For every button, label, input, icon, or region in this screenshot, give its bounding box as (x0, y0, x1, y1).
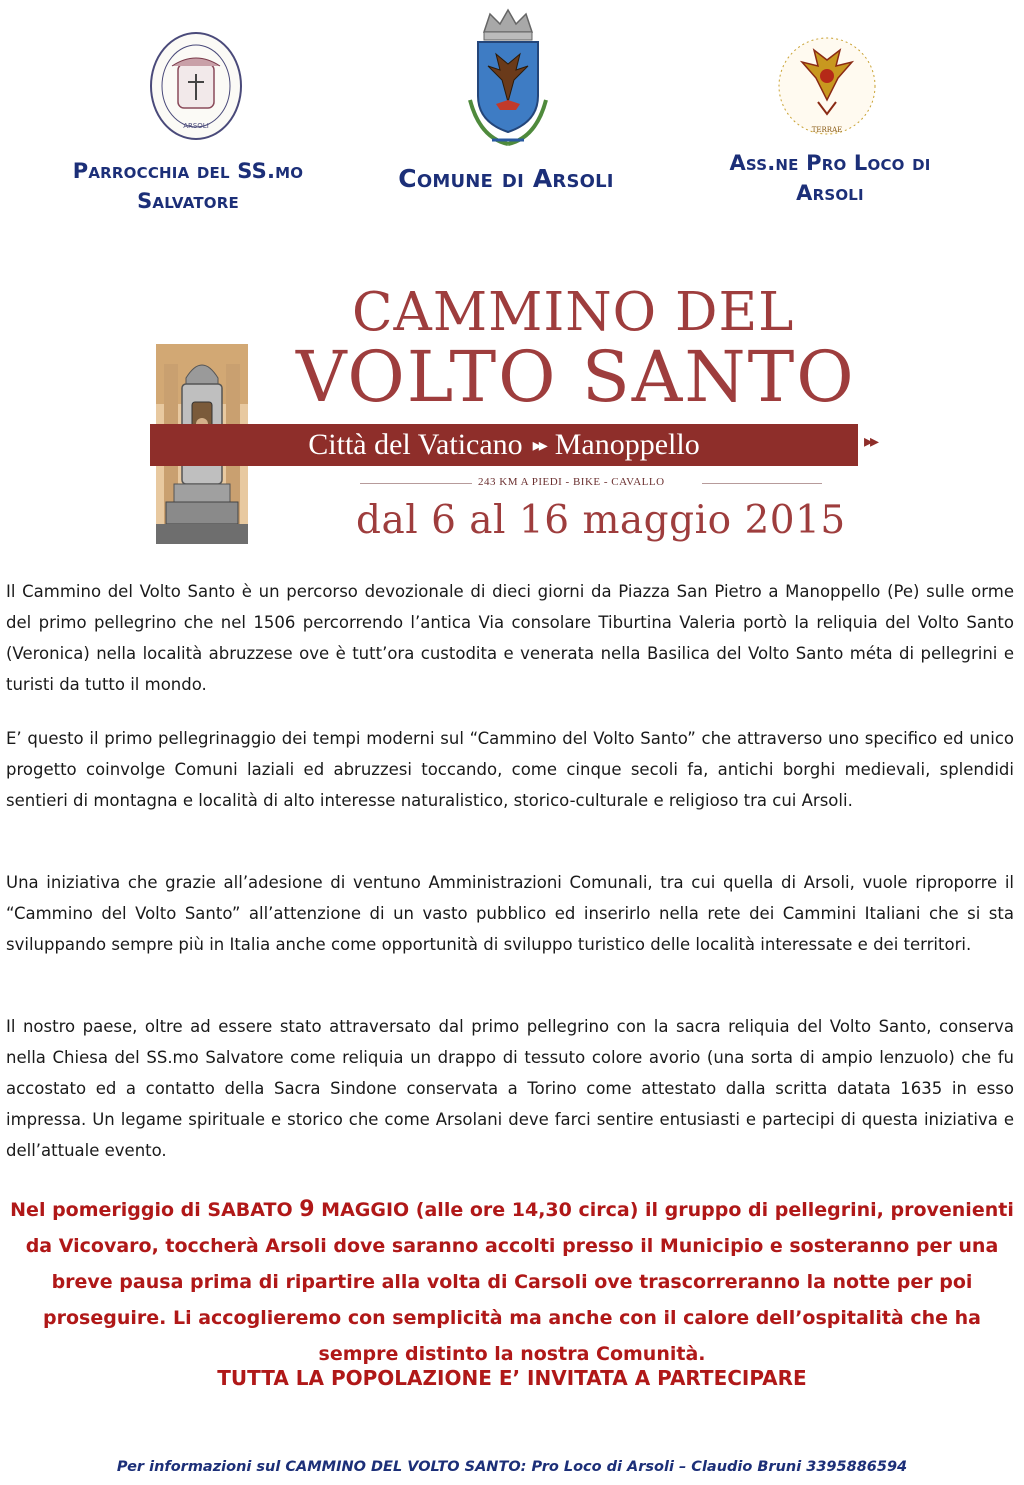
paragraph-4: Il nostro paese, oltre ad essere stato attraversato dal primo pellegrino con la sacra reliquia del Volto Santo, conserva nella Chiesa del SS.mo Salvatore come reliquia un drappo di tessuto colore avorio (una sorta di ampio lenzuolo) che fu accostato ed a contatto della Sacra Sindone conservata a Torino come attestato dalla scritta datata 1635 in esso impressa. Un legame spirituale e storico che come Arsolani deve farci sentire entusiasti e partecipi di questa iniziativa e dell’attuale evento. (6, 1017, 1014, 1160)
org-parish-name (30, 156, 346, 216)
announcement-part1: Nel pomeriggio di (10, 1199, 208, 1221)
announcement-day: SABATO (207, 1199, 300, 1221)
route-tail-arrows-icon: ▸▸ (864, 431, 877, 452)
subline-rule-left (360, 483, 472, 484)
parish-seal-logo (148, 30, 244, 142)
travel-modes: 243 KM A PIEDI - BIKE - CAVALLO (478, 476, 665, 488)
svg-text:ARSOLI: ARSOLI (183, 122, 209, 130)
org-proloco-line1: Ass.ne Pro Loco di (729, 151, 931, 175)
pro-loco-seal-logo (772, 30, 882, 142)
org-proloco-line2: Arsoli (796, 181, 864, 205)
paragraph-2: E’ questo il primo pellegrinaggio dei tempi moderni sul “Cammino del Volto Santo” che attraverso uno specifico ed unico progetto coinvolge Comuni laziali ed abruzzesi toccando, come cinque secoli fa, antichi borghi medievali, splendidi sentieri di montagna e località di alto interesse naturalistico, storico-culturale e religioso tra cui Arsoli. (6, 729, 1014, 810)
org-proloco-name (680, 148, 980, 208)
route-to: Manoppello (554, 428, 700, 461)
arsoli-coat-of-arms-logo (456, 4, 560, 154)
poster-title-line2: VOLTO SANTO (296, 336, 856, 418)
subline-rule-right (702, 483, 822, 484)
org-parish-line1: Parrocchia del SS.mo (72, 159, 304, 183)
paragraph-1: Il Cammino del Volto Santo è un percorso devozionale di dieci giorni da Piazza San Pietro a Manoppello (Pe) sulle orme del primo pellegrino che nel 1506 percorrendo l’antica Via consolare Tiburtina Valeria portò la reliquia del Volto Santo (Veronica) nella località abruzzese ove è tutt’ora custodita e venerata nella Basilica del Volto Santo méta di pellegrini e turisti da tutto il mondo. (6, 582, 1014, 694)
route-from: Città del Vaticano (308, 428, 523, 461)
svg-text:TERRAE: TERRAE (811, 126, 843, 134)
org-comune-name: Comune di Arsoli (398, 164, 614, 193)
announcement-month: MAGGIO (314, 1199, 410, 1221)
route-banner (150, 424, 858, 466)
org-parish-line2: Salvatore (137, 189, 239, 213)
arrival-announcement (6, 1192, 1018, 1372)
invitation-line: TUTTA LA POPOLAZIONE E’ INVITATA A PARTECIPARE (217, 1366, 807, 1390)
paragraph-3: Una iniziativa che grazie all’adesione di ventuno Amministrazioni Comunali, tra cui quella di Arsoli, vuole riproporre il “Cammino del Volto Santo” all’attenzione di un vasto pubblico ed inserirlo nella rete dei Cammini Italiani che si sta sviluppando sempre più in Italia anche come opportunità di sviluppo turistico delle località interessate e dei territori. (6, 873, 1014, 954)
poster-title-line1: CAMMINO DEL (352, 282, 795, 343)
event-dates: dal 6 al 16 maggio 2015 (356, 498, 846, 543)
announcement-daynum: 9 (299, 1197, 315, 1222)
route-arrows-icon: ▸▸ (532, 434, 545, 455)
contact-info: Per informazioni sul CAMMINO DEL VOLTO SANTO: Pro Loco di Arsoli – Claudio Bruni 3395886594 (116, 1459, 908, 1475)
announcement-part2: (alle ore 14,30 circa) il gruppo di pellegrini, provenienti da Vicovaro, toccherà Arsoli dove saranno accolti presso il Municipio e sosteranno per una breve pausa prima di ripartire alla volta di Carsoli ove trascorreranno la notte per poi proseguire. Li accoglieremo con semplicità ma anche con il calore dell’ospitalità che ha sempre distinto la nostra Comunità. (25, 1199, 1014, 1365)
